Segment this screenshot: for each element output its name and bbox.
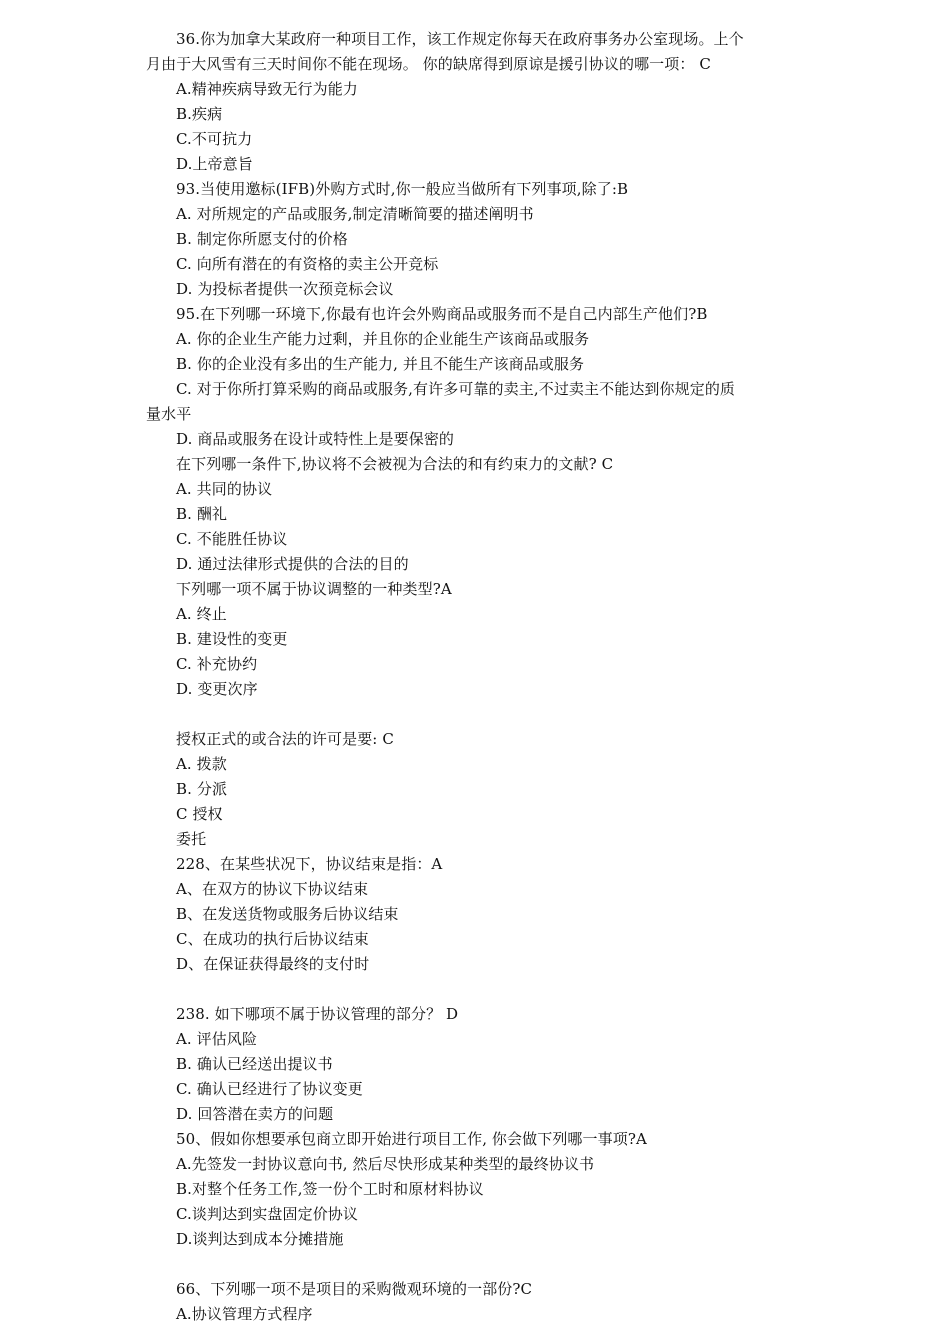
option-b: B. 你的企业没有多出的生产能力, 并且不能生产该商品或服务	[176, 355, 585, 373]
question-contract-validity-text: 在下列哪一条件下,协议将不会被视为合法的和有约束力的文献? C	[176, 455, 614, 473]
question-36-text: 36.你为加拿大某政府一种项目工作，该工作规定你每天在政府事务办公室现场。上个	[176, 30, 744, 48]
option-a: A、在双方的协议下协议结束	[176, 880, 369, 898]
option-c: C 授权	[176, 805, 223, 823]
option-b: B. 制定你所愿支付的价格	[176, 230, 348, 248]
option-c: C. 补充协约	[176, 655, 258, 673]
option-d: D.谈判达到成本分摊措施	[176, 1230, 344, 1248]
question-50-text: 50、假如你想要承包商立即开始进行项目工作, 你会做下列哪一事项?A	[176, 1130, 647, 1148]
option-c: C. 确认已经进行了协议变更	[176, 1080, 363, 1098]
question-238-text: 238. 如下哪项不属于协议管理的部分？ D	[176, 1005, 459, 1023]
option-a: A. 评估风险	[176, 1030, 258, 1048]
question-authorization-text: 授权正式的或合法的许可是要: C	[176, 730, 394, 748]
option-d: D. 商品或服务在设计或特性上是要保密的	[176, 430, 455, 448]
question-95-text: 95.在下列哪一环境下,你最有也许会外购商品或服务而不是自己内部生产他们?B	[176, 305, 708, 323]
option-a: A. 拨款	[176, 755, 227, 773]
option-c: C. 对于你所打算采购的商品或服务,有许多可靠的卖主,不过卖主不能达到你规定的质	[176, 380, 736, 398]
option-b: B、在发送货物或服务后协议结束	[176, 905, 399, 923]
option-d: D.上帝意旨	[176, 155, 253, 173]
option-c: C.不可抗力	[176, 130, 253, 148]
option-b: B. 建设性的变更	[176, 630, 288, 648]
option-d: D、在保证获得最终的支付时	[176, 955, 370, 973]
option-b: B. 酬礼	[176, 505, 228, 523]
question-66-text: 66、下列哪一项不是项目的采购微观环境的一部份?C	[176, 1280, 533, 1298]
option-d: D. 通过法律形式提供的合法的目的	[176, 555, 409, 573]
option-b: B.疾病	[176, 105, 223, 123]
question-93-text: 93.当使用邀标(IFB)外购方式时,你一般应当做所有下列事项,除了:B	[176, 180, 629, 198]
option-a: A. 共同的协议	[176, 480, 273, 498]
option-a: A.精神疾病导致无行为能力	[176, 80, 358, 98]
option-b: B. 分派	[176, 780, 228, 798]
option-a: A. 对所规定的产品或服务,制定清晰简要的描述阐明书	[176, 205, 534, 223]
option-a: A.先签发一封协议意向书, 然后尽快形成某种类型的最终协议书	[176, 1155, 595, 1173]
option-b: B. 确认已经送出提议书	[176, 1055, 333, 1073]
option-a: A. 你的企业生产能力过剩，并且你的企业能生产该商品或服务	[176, 330, 590, 348]
option-d: 委托	[176, 830, 207, 848]
option-d: D. 为投标者提供一次预竞标会议	[176, 280, 394, 298]
option-c: C. 向所有潜在的有资格的卖主公开竞标	[176, 255, 439, 273]
question-36-text-cont: 月由于大风雪有三天时间你不能在现场。 你的缺席得到原谅是援引协议的哪一项： C	[146, 55, 711, 73]
question-contract-adjustment-text: 下列哪一项不属于协议调整的一种类型?A	[176, 580, 452, 598]
option-d: D. 变更次序	[176, 680, 258, 698]
option-a: A.协议管理方式程序	[176, 1305, 313, 1323]
option-c: C、在成功的执行后协议结束	[176, 930, 369, 948]
option-a: A. 终止	[176, 605, 227, 623]
question-228-text: 228、在某些状况下，协议结束是指：A	[176, 855, 443, 873]
option-b: B.对整个任务工作,签一份个工时和原材料协议	[176, 1180, 484, 1198]
option-d: D. 回答潜在卖方的问题	[176, 1105, 334, 1123]
option-c-cont: 量水平	[146, 405, 192, 423]
option-c: C.谈判达到实盘固定价协议	[176, 1205, 359, 1223]
option-c: C. 不能胜任协议	[176, 530, 288, 548]
